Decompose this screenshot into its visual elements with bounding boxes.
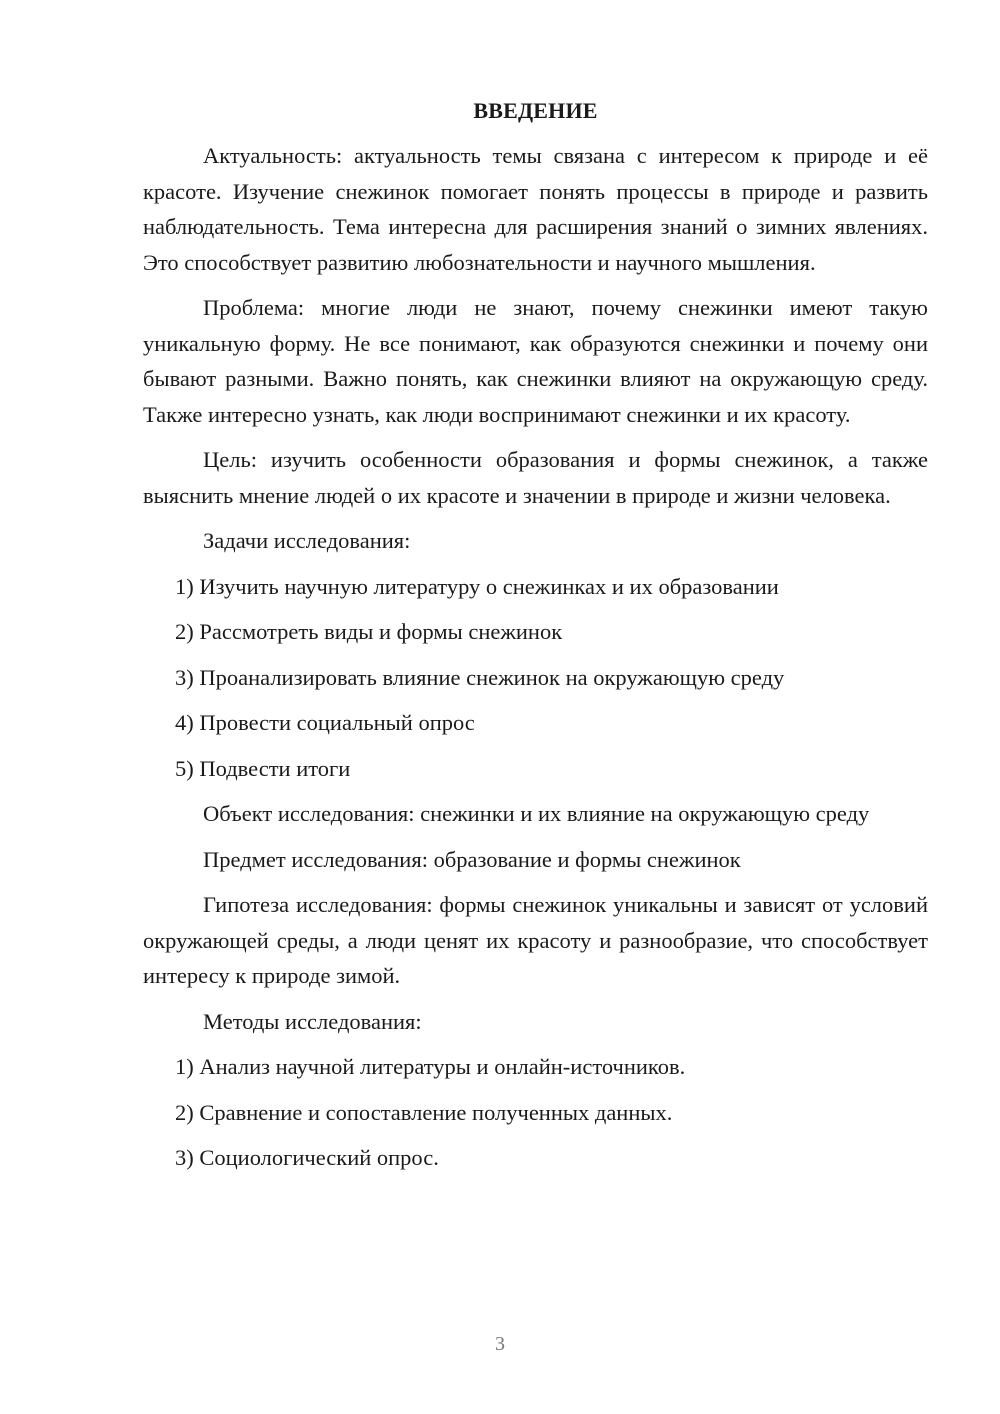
goal-paragraph: Цель: изучить особенности образования и формы снежинок, а также выяснить мнение людей о их красоте и значении в природе и жизни человека. (143, 447, 928, 508)
page-number: 3 (495, 1333, 505, 1355)
problem-paragraph: Проблема: многие люди не знают, почему снежинки имеют такую уникальную форму. Не все понимают, как образуются снежинки и почему они бывают разными. Важно понять, как снежинки влияют на окружающую среду. Также интересно узнать, как люди воспринимают снежинки и их красоту. (143, 295, 928, 427)
task-item: 4) Провести социальный опрос (175, 710, 475, 735)
methods-heading: Методы исследования: (203, 1008, 422, 1034)
tasks-heading: Задачи исследования: (203, 528, 411, 553)
subject-paragraph: Предмет исследования: образование и формы снежинок (203, 846, 741, 872)
method-item: 2) Сравнение и сопоставление полученных данных. (175, 1099, 673, 1125)
task-item: 5) Подвести итоги (175, 755, 351, 781)
task-item: 2) Рассмотреть виды и формы снежинок (175, 619, 563, 644)
method-item: 3) Социологический опрос. (175, 1145, 439, 1170)
section-title: ВВЕДЕНИЕ (473, 98, 598, 123)
task-item: 3) Проанализировать влияние снежинок на окружающую среду (175, 664, 785, 690)
hypothesis-paragraph: Гипотеза исследования: формы снежинок уникальны и зависят от условий окружающей среды, а люди ценят их красоту и разнообразие, что способствует интересу к природе зимой. (143, 892, 928, 988)
task-item: 1) Изучить научную литературу о снежинках и их образовании (175, 573, 779, 599)
object-paragraph: Объект исследования: снежинки и их влияние на окружающую среду (203, 801, 870, 826)
document-page (143, 96, 928, 1186)
method-item: 1) Анализ научной литературы и онлайн-источников. (175, 1054, 686, 1079)
relevance-paragraph: Актуальность: актуальность темы связана с интересом к природе и её красоте. Изучение снежинок помогает понять процессы в природе и развить наблюдательность. Тема интересна для расширения знаний о зимних явлениях. Это способствует развитию любознательности и научного мышления. (143, 143, 928, 275)
